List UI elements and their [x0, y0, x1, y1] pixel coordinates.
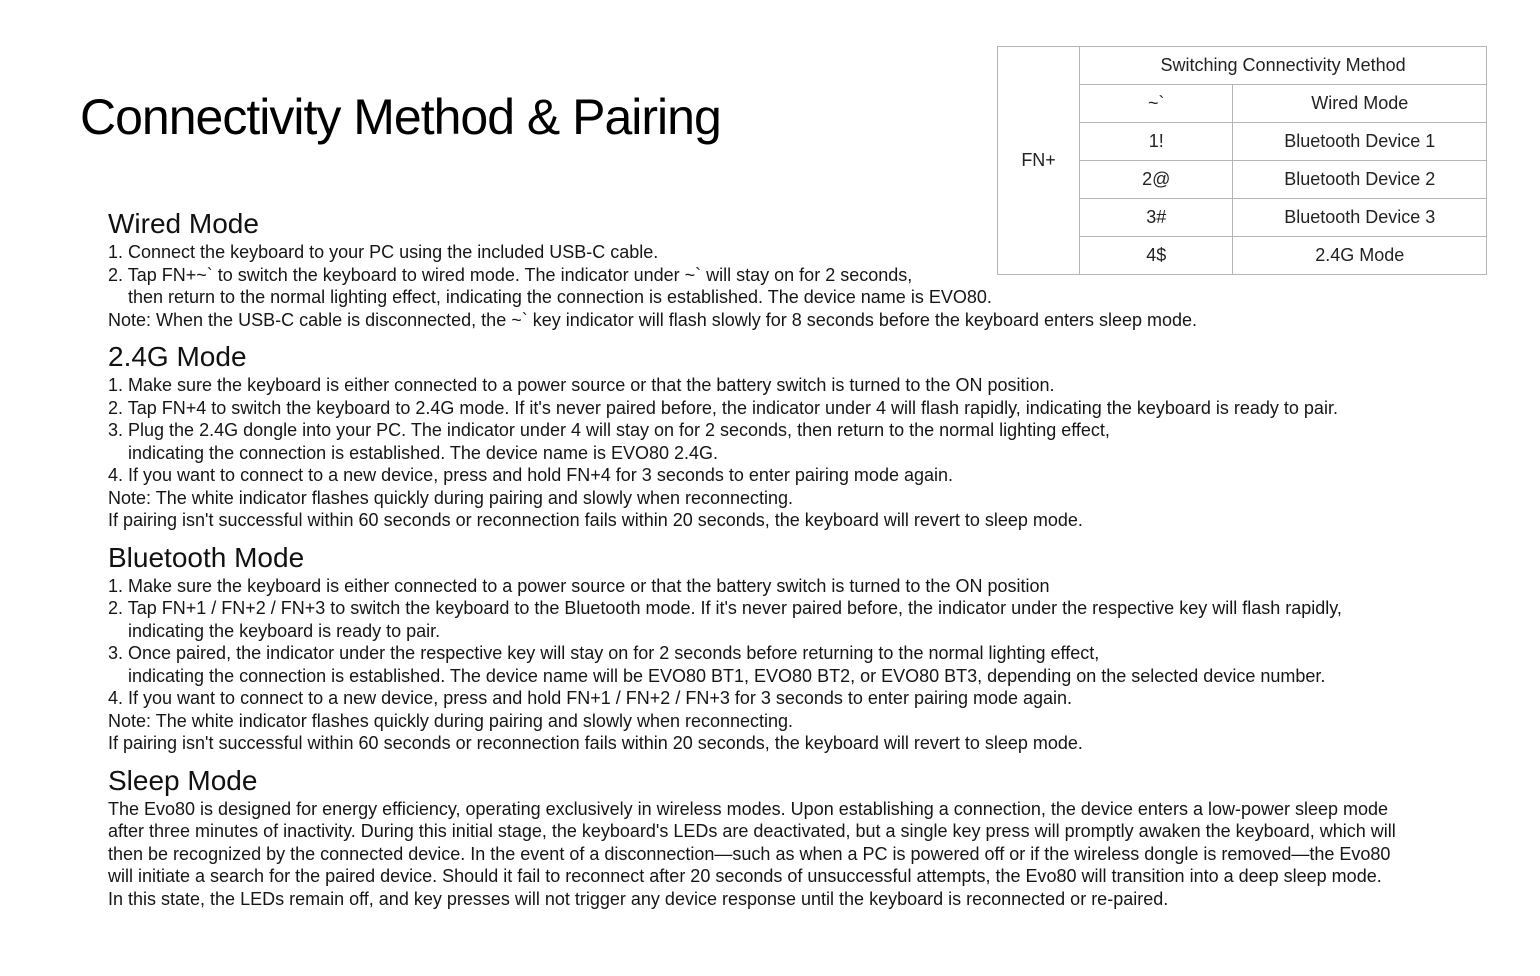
key-cell: ~` [1080, 85, 1233, 123]
key-cell: 1! [1080, 123, 1233, 161]
paragraph-line: In this state, the LEDs remain off, and key presses will not trigger any device response until the keyboard is reconnected or re-paired. [108, 888, 1169, 909]
instruction-line: 3. Plug the 2.4G dongle into your PC. The indicator under 4 will stay on for 2 seconds, then return to the normal lighting effect, [108, 420, 1110, 440]
instruction-line: indicating the connection is established. The device name will be EVO80 BT1, EVO80 BT2, or EVO80 BT3, depending on the selected device number. [128, 665, 1326, 686]
instructions-content [108, 207, 1488, 910]
instruction-line: 3. Once paired, the indicator under the respective key will stay on for 2 seconds before returning to the normal lighting effect, [108, 643, 1100, 663]
section-24g-mode [108, 340, 1488, 532]
note-line: Note: When the USB-C cable is disconnected, the ~` key indicator will flash slowly for 8 seconds before the keyboard enters sleep mode. [108, 309, 1198, 330]
note-line: Note: The white indicator flashes quickly during pairing and slowly when reconnecting. [108, 710, 794, 731]
mode-cell: Bluetooth Device 3 [1233, 199, 1487, 237]
section-title: Bluetooth Mode [108, 541, 305, 573]
table-header-row [998, 47, 1487, 85]
section-wired-mode [108, 207, 1488, 331]
note-line: If pairing isn't successful within 60 seconds or reconnection fails within 20 seconds, the keyboard will revert to sleep mode. [108, 510, 1083, 530]
paragraph-line: The Evo80 is designed for energy efficiency, operating exclusively in wireless modes. Upon establishing a connection, the device enters a low-power sleep mode [108, 798, 1389, 819]
instruction-line: 2. Tap FN+1 / FN+2 / FN+3 to switch the keyboard to the Bluetooth mode. If it's never paired before, the indicator under the respective key will flash rapidly, [108, 598, 1342, 618]
section-sleep-mode [108, 764, 1488, 911]
paragraph-line: after three minutes of inactivity. During this initial stage, the keyboard's LEDs are deactivated, but a single key press will promptly awaken the keyboard, which will [108, 821, 1396, 841]
instruction-line: indicating the connection is established. The device name is EVO80 2.4G. [128, 442, 719, 463]
instruction-line: 1. Make sure the keyboard is either connected to a power source or that the battery switch is turned to the ON position [108, 575, 1050, 596]
key-cell: 4$ [1080, 237, 1233, 275]
section-title: Sleep Mode [108, 764, 258, 796]
instruction-line: 2. Tap FN+4 to switch the keyboard to 2.4G mode. If it's never paired before, the indicator under 4 will flash rapidly, indicating the keyboard is ready to pair. [108, 397, 1338, 418]
instruction-line: 1. Make sure the keyboard is either connected to a power source or that the battery switch is turned to the ON position. [108, 375, 1055, 395]
note-line: Note: The white indicator flashes quickly during pairing and slowly when reconnecting. [108, 487, 794, 508]
instruction-line: 1. Connect the keyboard to your PC using the included USB-C cable. [108, 242, 659, 262]
section-title: Wired Mode [108, 208, 259, 239]
paragraph-line: will initiate a search for the paired device. Should it fail to reconnect after 20 seconds of unsuccessful attempts, the Evo80 will transition into a deep sleep mode. [108, 866, 1382, 886]
note-line: If pairing isn't successful within 60 seconds or reconnection fails within 20 seconds, the keyboard will revert to sleep mode. [108, 733, 1083, 753]
section-title: 2.4G Mode [108, 341, 247, 372]
instruction-line: then return to the normal lighting effect, indicating the connection is established. The device name is EVO80. [128, 287, 992, 307]
instruction-line: 2. Tap FN+~` to switch the keyboard to wired mode. The indicator under ~` will stay on for 2 seconds, [108, 264, 913, 285]
key-cell: 2@ [1080, 161, 1233, 199]
instruction-line: indicating the keyboard is ready to pair. [128, 620, 441, 641]
section-bluetooth-mode [108, 541, 1488, 755]
mode-cell: Bluetooth Device 1 [1233, 123, 1487, 161]
mode-cell: Bluetooth Device 2 [1233, 161, 1487, 199]
fn-label-cell: FN+ [998, 47, 1080, 275]
mode-cell: 2.4G Mode [1233, 237, 1487, 275]
key-cell: 3# [1080, 199, 1233, 237]
instruction-line: 4. If you want to connect to a new device, press and hold FN+4 for 3 seconds to enter pairing mode again. [108, 465, 954, 485]
page-title: Connectivity Method & Pairing [80, 89, 721, 145]
instruction-line: 4. If you want to connect to a new device, press and hold FN+1 / FN+2 / FN+3 for 3 seconds to enter pairing mode again. [108, 688, 1073, 708]
table-header: Switching Connectivity Method [1080, 47, 1487, 85]
paragraph-line: then be recognized by the connected device. In the event of a disconnection—such as when a PC is powered off or if the wireless dongle is removed—the Evo80 [108, 843, 1391, 864]
mode-cell: Wired Mode [1233, 85, 1487, 123]
